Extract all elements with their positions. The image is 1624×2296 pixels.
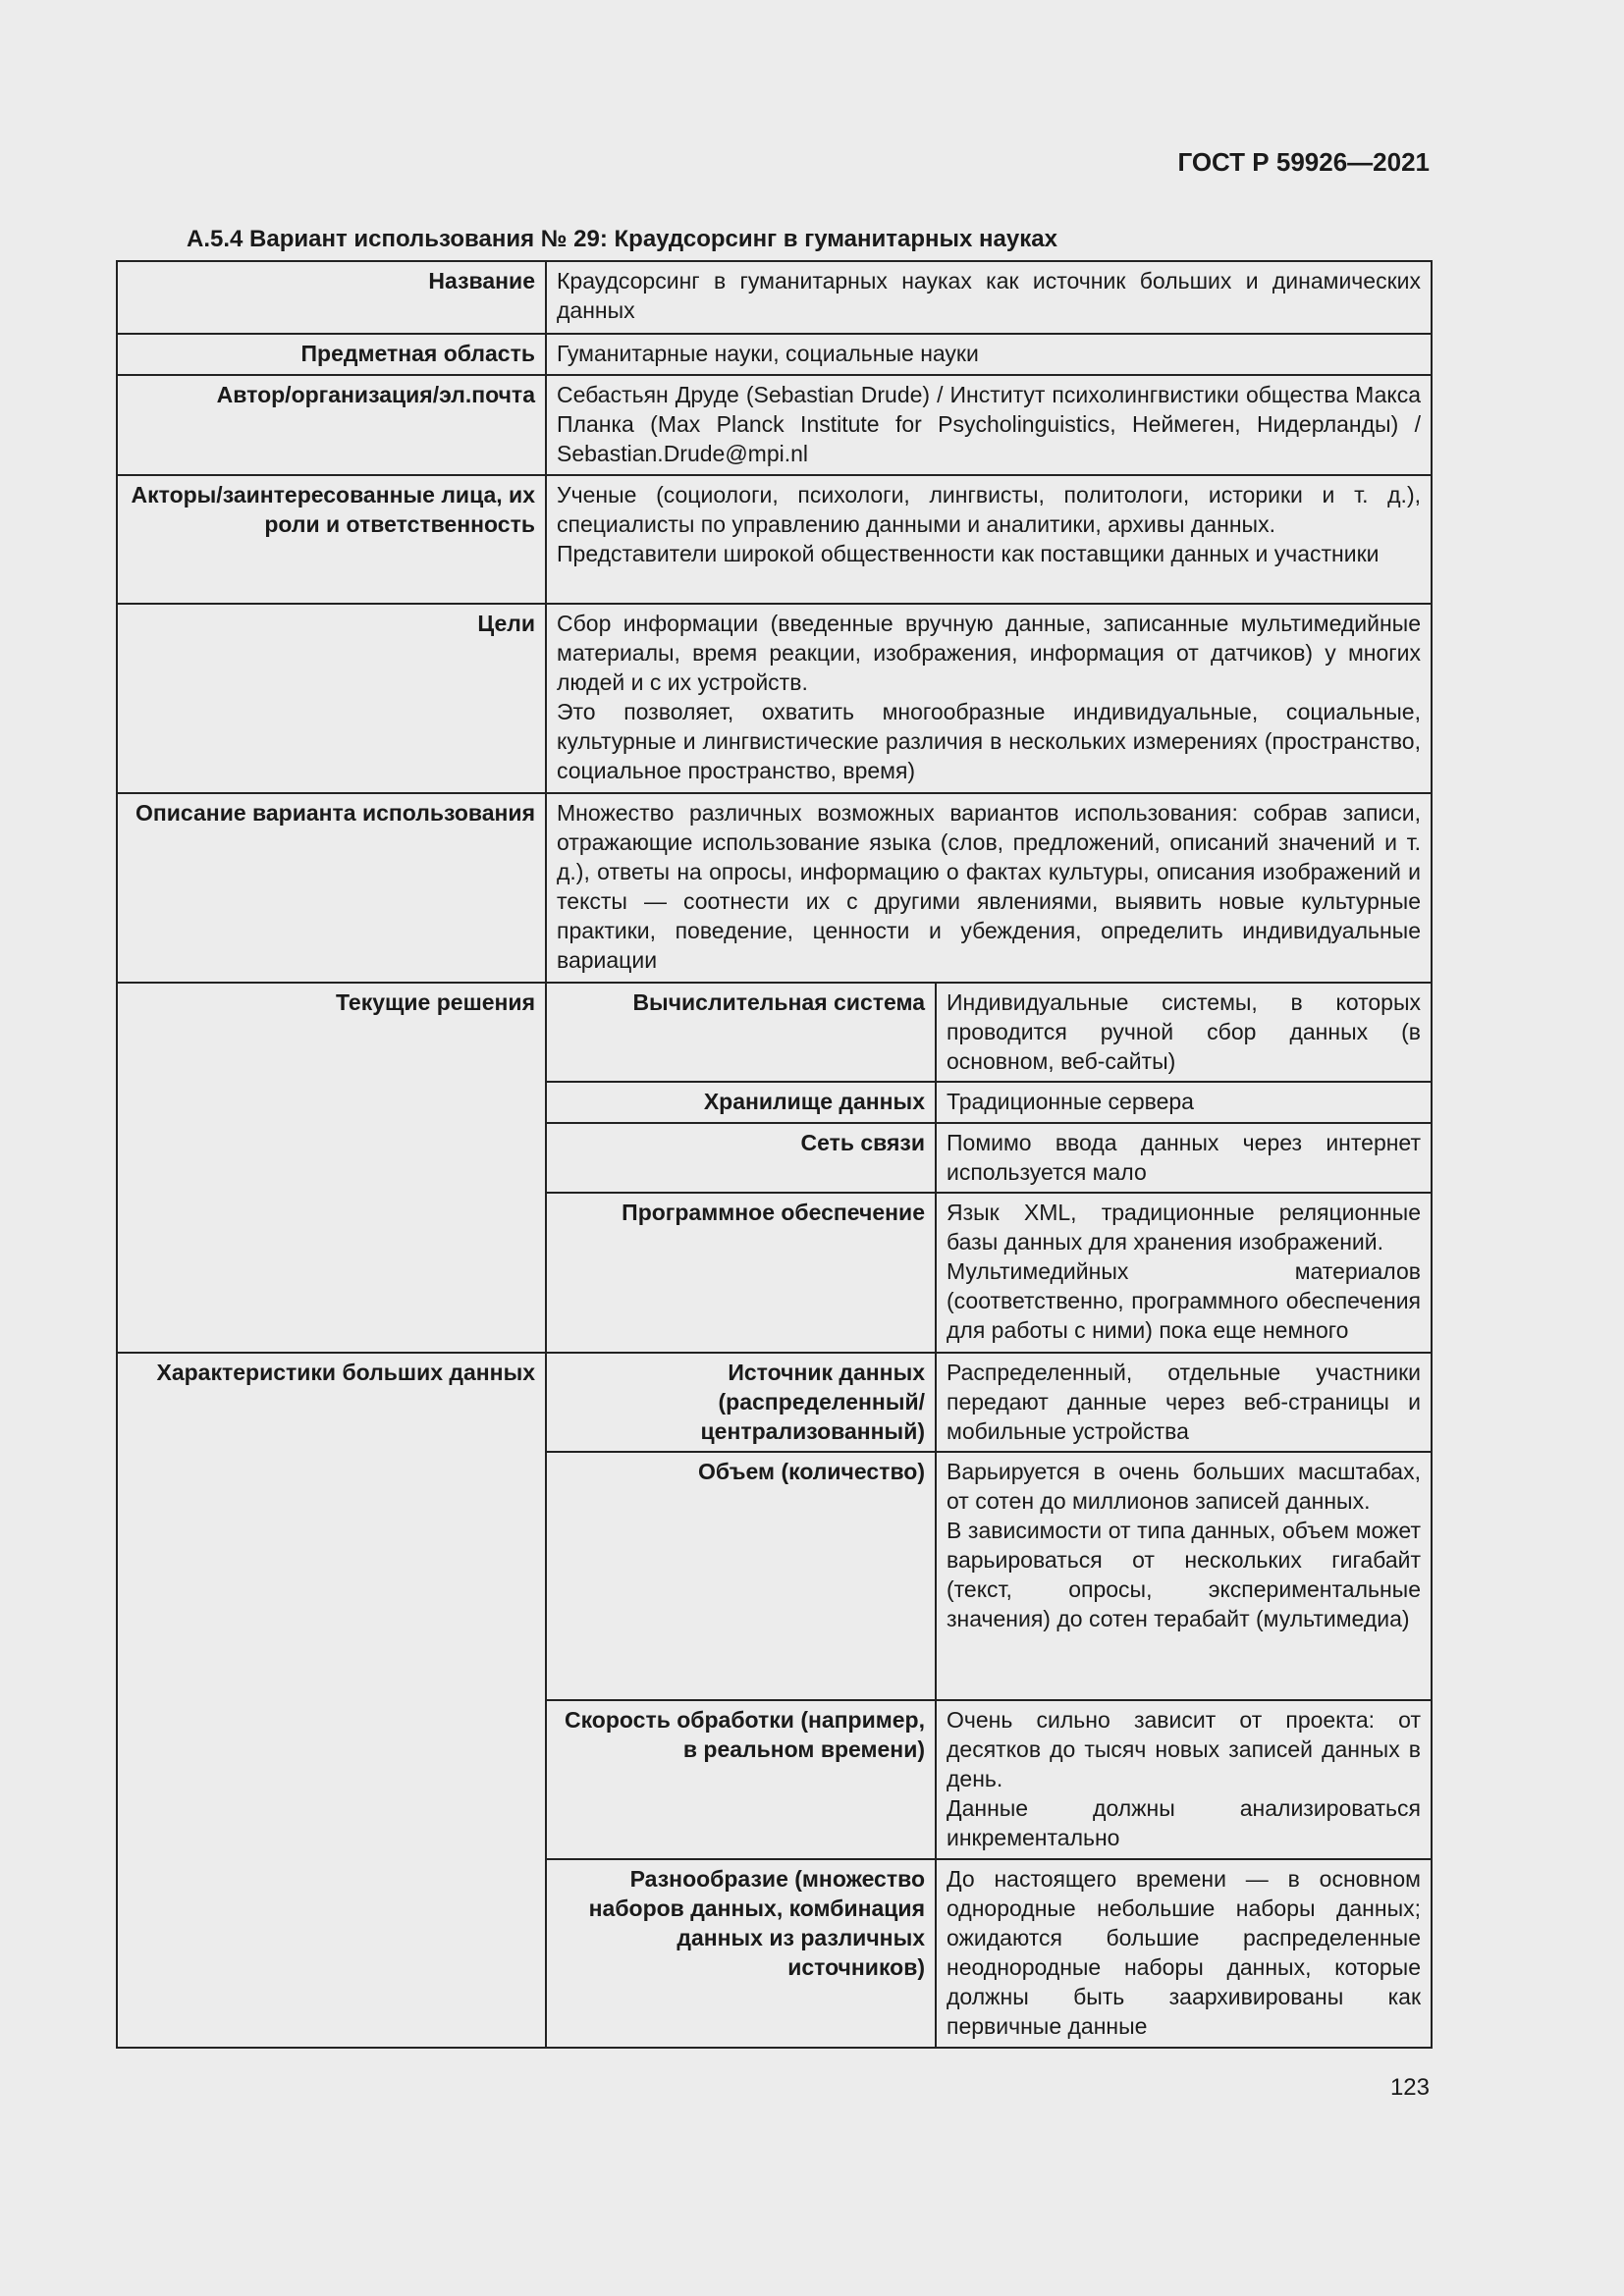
text-line: Традиционные сервера (947, 1089, 1194, 1114)
text-line: Ученые (социологи, психологи, лингвисты, политологи, историки и т. д.), специалисты по управлению данными и аналитики, архивы данных. (557, 482, 1421, 537)
sub-value (936, 983, 1432, 1082)
row-label-domain: Предметная область (117, 334, 546, 375)
text-line: Очень сильно зависит от проекта: от десятков до тысяч новых записей данных в день. (947, 1707, 1421, 1791)
row-label-description: Описание варианта использования (117, 793, 546, 983)
row-label-goals: Цели (117, 604, 546, 793)
text-line: Варьируется в очень больших масштабах, от сотен до миллионов записей данных. (947, 1459, 1421, 1514)
text-line: Язык XML, традиционные реляционные базы данных для хранения изображений. (947, 1200, 1421, 1255)
sub-label: Разнообразие (множество наборов данных, комбинация данных из различных источников) (546, 1859, 936, 2048)
text-line: До настоящего времени — в основном однородные небольшие наборы данных; ожидаются большие распределенные неоднородные наборы данных, которые должны быть заархивированы как первичные данные (947, 1866, 1421, 2039)
row-value-domain: Гуманитарные науки, социальные науки (546, 334, 1432, 375)
text-line: Распределенный, отдельные участники передают данные через веб-страницы и мобильные устройства (947, 1360, 1421, 1444)
sub-value (936, 1353, 1432, 1452)
table-row (117, 261, 1432, 334)
sub-value (936, 1700, 1432, 1859)
sub-value (936, 1123, 1432, 1193)
row-value-actors (546, 475, 1432, 604)
use-case-table (116, 260, 1433, 2049)
table-row (117, 475, 1432, 604)
text-line: Помимо ввода данных через интернет используется мало (947, 1130, 1421, 1185)
sub-label: Скорость обработки (например, в реальном времени) (546, 1700, 936, 1859)
row-value-description: Множество различных возможных вариантов использования: собрав записи, отражающие использование языка (слов, предложений, описаний значений и т. д.), ответы на опросы, информацию о фактах культуры, описания изображений и тексты — соотнести их с другими явлениями, выявить новые культурные практики, поведение, ценности и убеждения, определить индивидуальные вариации (546, 793, 1432, 983)
text-line: Это позволяет, охватить многообразные индивидуальные, социальные, культурные и лингвистические различия в нескольких измерениях (пространство, социальное пространство, время) (557, 699, 1421, 783)
row-label-author: Автор/организация/эл.почта (117, 375, 546, 475)
sub-value (936, 1082, 1432, 1123)
row-label-big-data: Характеристики больших данных (117, 1353, 546, 2048)
table-row (117, 334, 1432, 375)
sub-value (936, 1193, 1432, 1353)
sub-label: Объем (количество) (546, 1452, 936, 1700)
row-label-actors: Акторы/заинтересованные лица, их роли и ответственность (117, 475, 546, 604)
sub-label: Программное обеспечение (546, 1193, 936, 1353)
table-row (117, 983, 1432, 1082)
sub-value (936, 1452, 1432, 1700)
sub-label: Хранилище данных (546, 1082, 936, 1123)
row-label-current-solutions: Текущие решения (117, 983, 546, 1353)
table-row (117, 375, 1432, 475)
text-line: Индивидуальные системы, в которых проводится ручной сбор данных (в основном, веб-сайты) (947, 989, 1421, 1074)
sub-label: Сеть связи (546, 1123, 936, 1193)
sub-label: Источник данных (распределенный/ централизованный) (546, 1353, 936, 1452)
row-label-name: Название (117, 261, 546, 334)
table-row (117, 604, 1432, 793)
table-caption: А.5.4 Вариант использования № 29: Краудсорсинг в гуманитарных науках (187, 226, 1057, 252)
page-number: 123 (1389, 2074, 1430, 2101)
sub-label: Вычислительная система (546, 983, 936, 1082)
row-value-name: Краудсорсинг в гуманитарных науках как источник больших и динамических данных (546, 261, 1432, 334)
table-row (117, 1353, 1432, 1452)
row-value-author: Себастьян Друде (Sebastian Drude) / Институт психолингвистики общества Макса Планка (Max Planck Institute for Psycholinguistics, Неймеген, Нидерланды) / Sebastian.Drude@mpi.nl (546, 375, 1432, 475)
text-line: Сбор информации (введенные вручную данные, записанные мультимедийные материалы, время реакции, изображения, информация от датчиков) у многих людей и с их устройств. (557, 611, 1421, 695)
text-line: Мультимедийных материалов (соответственно, программного обеспечения для работы с ними) пока еще немного (947, 1258, 1421, 1343)
standard-code: ГОСТ Р 59926—2021 (1177, 147, 1430, 177)
text-line: Представители широкой общественности как поставщики данных и участники (557, 541, 1380, 566)
text-line: В зависимости от типа данных, объем может варьироваться от нескольких гигабайт (текст, опросы, экспериментальные значения) до сотен терабайт (мультимедиа) (947, 1518, 1421, 1631)
text-line: Данные должны анализироваться инкрементально (947, 1795, 1421, 1850)
sub-value (936, 1859, 1432, 2048)
table-row (117, 793, 1432, 983)
row-value-goals (546, 604, 1432, 793)
